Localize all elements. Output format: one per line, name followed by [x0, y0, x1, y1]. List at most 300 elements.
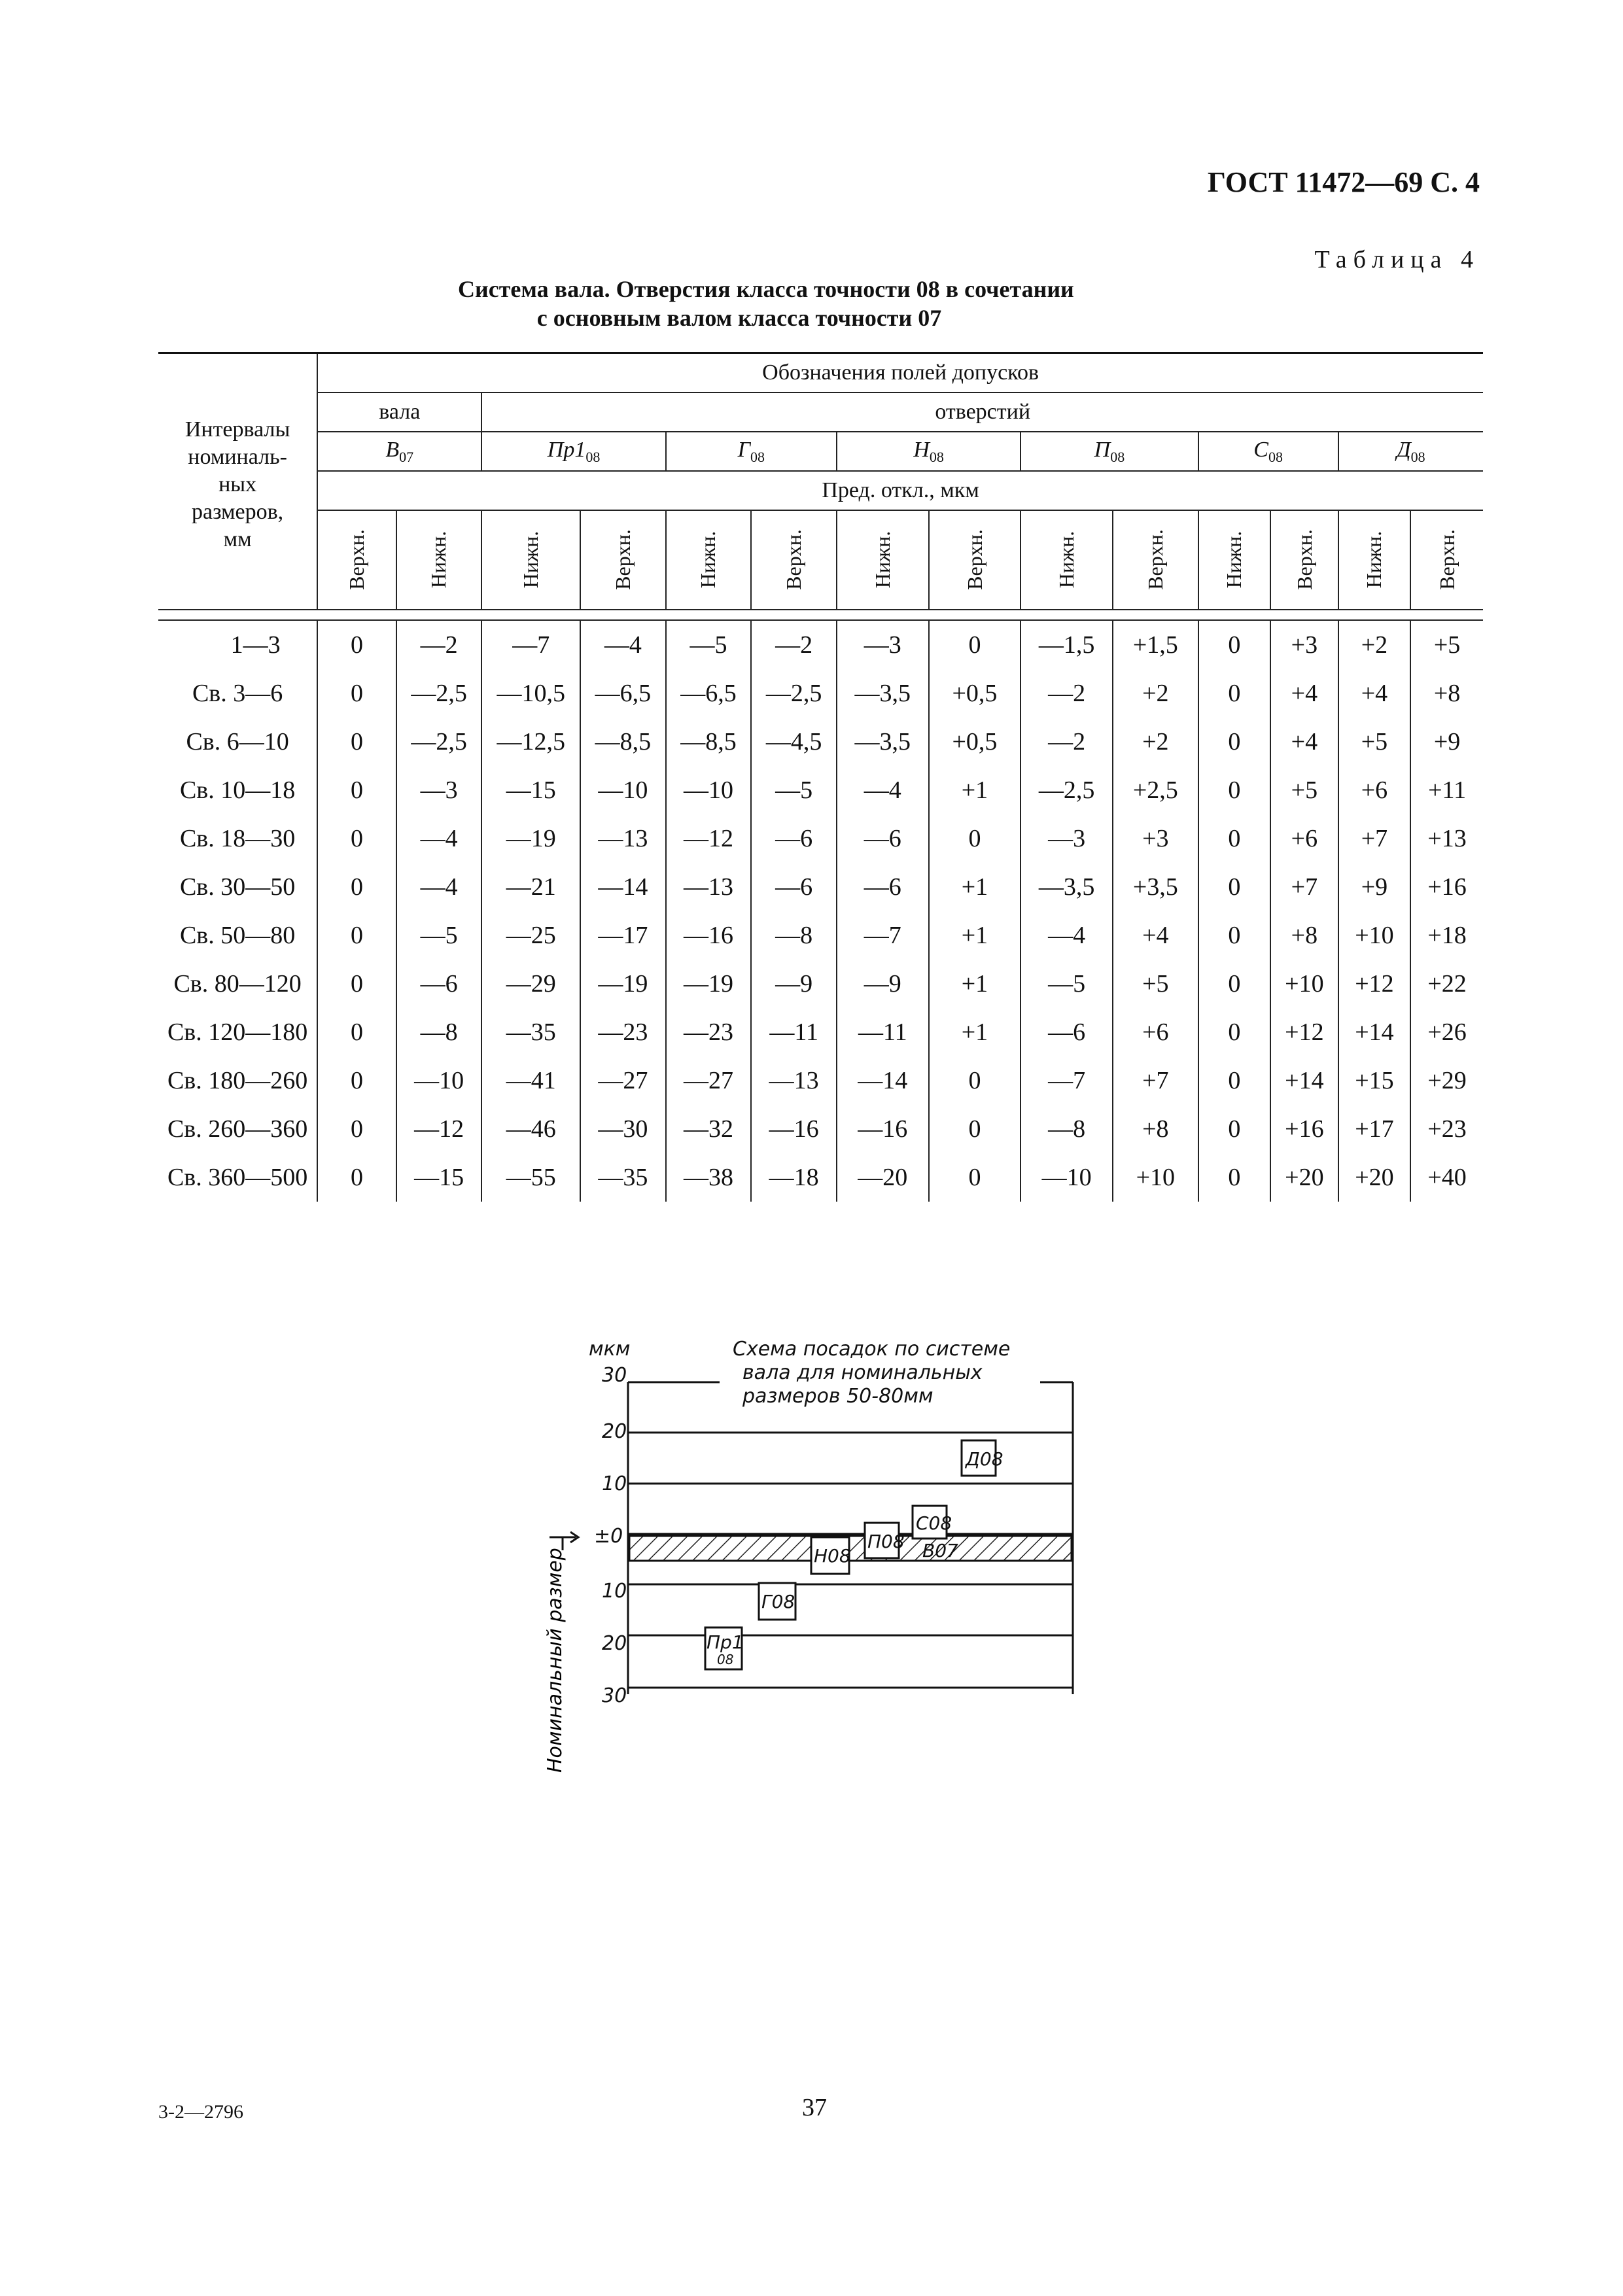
table-row: [158, 1008, 1483, 1056]
row-label-text: Св. 3—6: [192, 680, 283, 707]
table-cell: 0: [1198, 1105, 1271, 1153]
table-cell: 0: [929, 1105, 1021, 1153]
table-cell: —19: [481, 814, 580, 863]
table-row: [158, 863, 1483, 911]
field-sub: 08: [750, 448, 765, 465]
table-cell: +23: [1410, 1105, 1483, 1153]
table-cell: —10: [580, 766, 666, 814]
table-cell: —38: [666, 1153, 752, 1202]
table-cell: +1: [929, 960, 1021, 1008]
table-cell: —3,5: [837, 669, 929, 718]
table-cell: +1: [929, 1008, 1021, 1056]
deviation-subheader-text: Верхн.: [1435, 529, 1459, 590]
field-sub: 08: [585, 448, 601, 465]
deviation-subheader-text: Верхн.: [1143, 529, 1167, 590]
deviation-subheader-text: Верхн.: [782, 529, 806, 590]
table-cell: +0,5: [929, 718, 1021, 766]
table-cell: —10: [396, 1056, 482, 1105]
field-letter: Н: [913, 437, 930, 462]
deviation-subheader: [837, 510, 929, 610]
table-cell: 0: [317, 1105, 396, 1153]
table-cell: 0: [317, 863, 396, 911]
table-cell: —7: [1021, 1056, 1113, 1105]
row-label: [158, 863, 317, 911]
field-sub: 08: [1410, 448, 1425, 465]
field-letter: Д: [1397, 437, 1411, 462]
table-cell: —16: [837, 1105, 929, 1153]
table-cell: +1,5: [1113, 620, 1198, 669]
row-label-text: Св. 260—360: [167, 1115, 308, 1143]
deviation-subheader-text: Нижн.: [1055, 531, 1079, 589]
deviation-subheader-text: Верхн.: [344, 529, 368, 590]
table-cell: —8: [751, 911, 837, 960]
table-cell: —6: [751, 863, 837, 911]
table-cell: —12: [666, 814, 752, 863]
table-cell: —6: [751, 814, 837, 863]
table-cell: +5: [1270, 766, 1338, 814]
table-cell: 0: [1198, 1008, 1271, 1056]
table-cell: —10: [1021, 1153, 1113, 1202]
table-cell: +10: [1113, 1153, 1198, 1202]
table-cell: 0: [317, 1008, 396, 1056]
table-cell: +22: [1410, 960, 1483, 1008]
table-cell: —46: [481, 1105, 580, 1153]
table-cell: +5: [1338, 718, 1411, 766]
table-cell: —35: [481, 1008, 580, 1056]
table-cell: +5: [1113, 960, 1198, 1008]
row-label: [158, 960, 317, 1008]
table-cell: 0: [317, 620, 396, 669]
table-cell: —6: [837, 814, 929, 863]
diagram-caption-line: вала для номинальных: [742, 1361, 983, 1384]
field-letter: Пр1: [547, 437, 586, 462]
deviation-subheader-text: Верхн.: [1292, 529, 1316, 590]
field-sub: 07: [399, 448, 414, 465]
deviation-subheader-text: Нижн.: [1362, 531, 1386, 589]
separator-cell: [1270, 610, 1338, 620]
table-cell: —8,5: [580, 718, 666, 766]
table-cell: +4: [1113, 911, 1198, 960]
table-cell: +12: [1338, 960, 1411, 1008]
table-cell: +8: [1270, 911, 1338, 960]
table-cell: —7: [481, 620, 580, 669]
label-pr108: Пр1: [707, 1631, 744, 1653]
fit-scheme-diagram: [510, 1328, 1099, 1786]
row-label-text: Св. 30—50: [179, 873, 296, 901]
table-cell: —2,5: [1021, 766, 1113, 814]
table-cell: —3,5: [837, 718, 929, 766]
row-label: [158, 718, 317, 766]
table-cell: —10: [666, 766, 752, 814]
row-label: [158, 911, 317, 960]
table-cell: 0: [1198, 1153, 1271, 1202]
separator-cell: [837, 610, 929, 620]
row-label-text: Св. 10—18: [179, 776, 296, 804]
label-g08: Г08: [761, 1591, 795, 1612]
deviation-subheader-text: Нижн.: [870, 531, 894, 589]
deviation-subheader: [1021, 510, 1113, 610]
table-cell: +1: [929, 911, 1021, 960]
table-cell: —7: [837, 911, 929, 960]
table-cell: —10,5: [481, 669, 580, 718]
deviation-subheader-text: Нижн.: [427, 531, 451, 589]
table-cell: —6: [396, 960, 482, 1008]
field-sub: 08: [929, 448, 944, 465]
table-cell: 0: [1198, 911, 1271, 960]
table-cell: —3: [396, 766, 482, 814]
table-cell: 0: [929, 620, 1021, 669]
table-cell: —4: [1021, 911, 1113, 960]
table-cell: +14: [1338, 1008, 1411, 1056]
table-cell: —6,5: [580, 669, 666, 718]
table-cell: —30: [580, 1105, 666, 1153]
table-row: [158, 1056, 1483, 1105]
label-d08: Д08: [966, 1448, 1003, 1470]
deviation-subheader-text: Верхн.: [610, 529, 635, 590]
separator-cell: [1113, 610, 1198, 620]
table-row: [158, 960, 1483, 1008]
table-cell: —6: [1021, 1008, 1113, 1056]
table-cell: —6: [837, 863, 929, 911]
intervals-header-line: мм: [223, 527, 252, 551]
field-g08: [666, 432, 837, 471]
row-label-text: Св. 180—260: [167, 1067, 308, 1094]
table-cell: +16: [1270, 1105, 1338, 1153]
table-cell: +40: [1410, 1153, 1483, 1202]
table-cell: +1: [929, 863, 1021, 911]
table-cell: —5: [666, 620, 752, 669]
separator-cell: [1021, 610, 1113, 620]
row-label: [158, 814, 317, 863]
table-cell: 0: [1198, 1056, 1271, 1105]
table-cell: +4: [1270, 669, 1338, 718]
tick-label: 10: [602, 1472, 627, 1495]
table-cell: —41: [481, 1056, 580, 1105]
table-cell: —35: [580, 1153, 666, 1202]
deviation-subheader-text: Нижн.: [1222, 531, 1246, 589]
field-d08: [1338, 432, 1483, 471]
shaft-header: вала: [317, 392, 481, 432]
table-cell: +12: [1270, 1008, 1338, 1056]
row-label: [158, 1008, 317, 1056]
tick-label: 30: [602, 1684, 627, 1707]
table-cell: +10: [1338, 911, 1411, 960]
table-cell: —8: [396, 1008, 482, 1056]
table-cell: —5: [751, 766, 837, 814]
table-cell: —32: [666, 1105, 752, 1153]
footer-code: 3-2—2796: [158, 2101, 243, 2123]
row-label-text: Св. 360—500: [167, 1164, 308, 1191]
table-cell: +15: [1338, 1056, 1411, 1105]
table-cell: +26: [1410, 1008, 1483, 1056]
table-cell: —4: [396, 814, 482, 863]
table-cell: —11: [837, 1008, 929, 1056]
table-cell: +20: [1338, 1153, 1411, 1202]
row-label-text: Св. 120—180: [167, 1018, 308, 1046]
row-label: [158, 620, 317, 669]
table-cell: +17: [1338, 1105, 1411, 1153]
intervals-header-line: ных: [218, 472, 257, 496]
tolerance-fields-header: Обозначения полей допусков: [317, 353, 1483, 393]
table-cell: —23: [580, 1008, 666, 1056]
table-cell: —2,5: [751, 669, 837, 718]
table-row: [158, 1153, 1483, 1202]
table-cell: +0,5: [929, 669, 1021, 718]
table-cell: —8: [1021, 1105, 1113, 1153]
table-cell: —17: [580, 911, 666, 960]
table-row: [158, 718, 1483, 766]
table-cell: —2: [751, 620, 837, 669]
field-sub: 08: [1110, 448, 1125, 465]
table-cell: 0: [317, 669, 396, 718]
table-cell: 0: [1198, 960, 1271, 1008]
table-cell: 0: [929, 814, 1021, 863]
table-cell: 0: [317, 814, 396, 863]
table-cell: —55: [481, 1153, 580, 1202]
row-label: [158, 1056, 317, 1105]
table-cell: +29: [1410, 1056, 1483, 1105]
label-b07: В07: [922, 1540, 958, 1561]
table-cell: +2: [1113, 718, 1198, 766]
table-cell: —4: [837, 766, 929, 814]
separator-cell: [396, 610, 482, 620]
table-cell: 0: [929, 1056, 1021, 1105]
tick-label: ±0: [594, 1525, 623, 1548]
row-label: [158, 1153, 317, 1202]
deviation-subheader: [317, 510, 396, 610]
separator-cell: [481, 610, 580, 620]
table-cell: 0: [1198, 620, 1271, 669]
deviation-subheader: [929, 510, 1021, 610]
table-cell: —9: [837, 960, 929, 1008]
table-cell: 0: [1198, 766, 1271, 814]
label-c08: С08: [916, 1512, 952, 1534]
field-letter: Г: [737, 437, 751, 462]
tolerance-table: [158, 352, 1483, 1202]
table-cell: +6: [1270, 814, 1338, 863]
table-cell: +7: [1270, 863, 1338, 911]
table-cell: +14: [1270, 1056, 1338, 1105]
separator-cell: [158, 610, 317, 620]
table-cell: —15: [396, 1153, 482, 1202]
table-cell: +6: [1338, 766, 1411, 814]
intervals-header-line: номиналь-: [188, 445, 287, 469]
table-cell: —13: [580, 814, 666, 863]
separator-cell: [580, 610, 666, 620]
field-pr108: [481, 432, 665, 471]
table-cell: —2: [1021, 669, 1113, 718]
table-cell: —27: [666, 1056, 752, 1105]
table-cell: +3,5: [1113, 863, 1198, 911]
table-cell: —4,5: [751, 718, 837, 766]
row-label-text: 1—3: [230, 631, 281, 659]
deviation-subheader: [1270, 510, 1338, 610]
deviation-subheader: [1198, 510, 1271, 610]
table-cell: +10: [1270, 960, 1338, 1008]
tick-label: 20: [602, 1420, 627, 1443]
table-cell: 0: [317, 960, 396, 1008]
deviation-subheader-text: Верхн.: [962, 529, 986, 590]
table-row: [158, 669, 1483, 718]
table-row: [158, 620, 1483, 669]
table-cell: +4: [1338, 669, 1411, 718]
table-cell: —27: [580, 1056, 666, 1105]
page-number: 37: [802, 2094, 827, 2121]
deviation-subheader: [1338, 510, 1411, 610]
table-cell: —19: [580, 960, 666, 1008]
table-cell: —13: [666, 863, 752, 911]
table-cell: +13: [1410, 814, 1483, 863]
table-cell: —3: [1021, 814, 1113, 863]
label-n08: Н08: [814, 1545, 851, 1567]
table-cell: +9: [1410, 718, 1483, 766]
table-cell: +7: [1338, 814, 1411, 863]
field-letter: С: [1253, 437, 1268, 462]
table-cell: +2: [1338, 620, 1411, 669]
table-cell: +8: [1113, 1105, 1198, 1153]
table-cell: —3,5: [1021, 863, 1113, 911]
field-n08: [837, 432, 1021, 471]
tick-label: 30: [602, 1364, 627, 1387]
table-cell: +7: [1113, 1056, 1198, 1105]
table-cell: 0: [317, 1056, 396, 1105]
row-label: [158, 669, 317, 718]
table-cell: +8: [1410, 669, 1483, 718]
table-cell: —12,5: [481, 718, 580, 766]
table-cell: +18: [1410, 911, 1483, 960]
table-cell: —4: [580, 620, 666, 669]
table-cell: +2: [1113, 669, 1198, 718]
table-cell: —19: [666, 960, 752, 1008]
holes-header: отверстий: [481, 392, 1483, 432]
table-cell: —3: [837, 620, 929, 669]
intervals-header: [158, 353, 317, 610]
diagram-unit-label: мкм: [589, 1338, 631, 1361]
field-p08: [1021, 432, 1198, 471]
nominal-size-label: Номинальный размер: [544, 1548, 567, 1773]
table-cell: 0: [1198, 814, 1271, 863]
deviation-subheader: [1113, 510, 1198, 610]
row-label-text: Св. 6—10: [186, 728, 289, 756]
table-cell: +3: [1113, 814, 1198, 863]
table-cell: —5: [1021, 960, 1113, 1008]
diagram-caption-line: размеров 50-80мм: [742, 1385, 934, 1408]
table-cell: —2,5: [396, 669, 482, 718]
label-p08: П08: [867, 1531, 905, 1552]
table-cell: —11: [751, 1008, 837, 1056]
table-cell: 0: [929, 1153, 1021, 1202]
field-c08: [1198, 432, 1338, 471]
deviation-subheader: [666, 510, 752, 610]
separator-cell: [751, 610, 837, 620]
separator-cell: [1410, 610, 1483, 620]
deviation-subheader-text: Нижн.: [696, 531, 720, 589]
table-cell: —2,5: [396, 718, 482, 766]
table-cell: 0: [317, 911, 396, 960]
label-pr108-sub: 08: [717, 1652, 734, 1667]
header-separator: [158, 610, 1483, 620]
table-cell: —23: [666, 1008, 752, 1056]
table-cell: —4: [396, 863, 482, 911]
field-letter: В: [385, 437, 400, 462]
deviation-units-header: Пред. откл., мкм: [317, 471, 1483, 510]
table-cell: 0: [317, 718, 396, 766]
intervals-header-line: Интервалы: [184, 417, 290, 442]
table-cell: +11: [1410, 766, 1483, 814]
table-cell: —12: [396, 1105, 482, 1153]
table-title-line-1: Система вала. Отверстия класса точности 08 в сочетании: [458, 276, 1074, 302]
table-number: Таблица 4: [1314, 246, 1480, 273]
table-cell: —16: [666, 911, 752, 960]
deviation-subheader: [481, 510, 580, 610]
deviation-subheader-text: Нижн.: [519, 531, 543, 589]
table-cell: —14: [580, 863, 666, 911]
row-label: [158, 1105, 317, 1153]
deviation-subheader: [751, 510, 837, 610]
row-label-text: Св. 80—120: [173, 970, 302, 998]
table-cell: +16: [1410, 863, 1483, 911]
table-cell: —2: [1021, 718, 1113, 766]
row-label: [158, 766, 317, 814]
deviation-subheader: [580, 510, 666, 610]
table-cell: +4: [1270, 718, 1338, 766]
table-cell: —13: [751, 1056, 837, 1105]
deviation-subheader: [396, 510, 482, 610]
row-label-text: Св. 50—80: [179, 922, 296, 949]
table-cell: —16: [751, 1105, 837, 1153]
table-row: [158, 1105, 1483, 1153]
table-cell: 0: [1198, 669, 1271, 718]
table-cell: —5: [396, 911, 482, 960]
intervals-header-line: размеров,: [191, 500, 284, 524]
table-cell: 0: [317, 766, 396, 814]
table-cell: +1: [929, 766, 1021, 814]
table-title-line-2: с основным валом класса точности 07: [536, 305, 942, 331]
table-cell: —14: [837, 1056, 929, 1105]
tick-label: 10: [602, 1580, 627, 1603]
table-cell: —29: [481, 960, 580, 1008]
field-letter: П: [1094, 437, 1111, 462]
table-cell: +6: [1113, 1008, 1198, 1056]
separator-cell: [1338, 610, 1411, 620]
table-cell: —6,5: [666, 669, 752, 718]
separator-cell: [1198, 610, 1271, 620]
table-row: [158, 766, 1483, 814]
table-cell: —18: [751, 1153, 837, 1202]
table-cell: —21: [481, 863, 580, 911]
row-label-text: Св. 18—30: [179, 825, 296, 852]
table-cell: +5: [1410, 620, 1483, 669]
diagram-caption-line: Схема посадок по системе: [733, 1338, 1011, 1361]
field-sub: 08: [1268, 448, 1283, 465]
table-cell: —15: [481, 766, 580, 814]
table-cell: —20: [837, 1153, 929, 1202]
table-cell: 0: [1198, 718, 1271, 766]
table-cell: —9: [751, 960, 837, 1008]
table-cell: —25: [481, 911, 580, 960]
document-header: ГОСТ 11472—69 С. 4: [1207, 166, 1480, 198]
table-cell: —1,5: [1021, 620, 1113, 669]
separator-cell: [666, 610, 752, 620]
table-title: [458, 275, 1074, 332]
table-cell: 0: [317, 1153, 396, 1202]
table-cell: —2: [396, 620, 482, 669]
table-cell: —8,5: [666, 718, 752, 766]
table-cell: +3: [1270, 620, 1338, 669]
table-cell: +20: [1270, 1153, 1338, 1202]
table-cell: +9: [1338, 863, 1411, 911]
separator-cell: [317, 610, 396, 620]
